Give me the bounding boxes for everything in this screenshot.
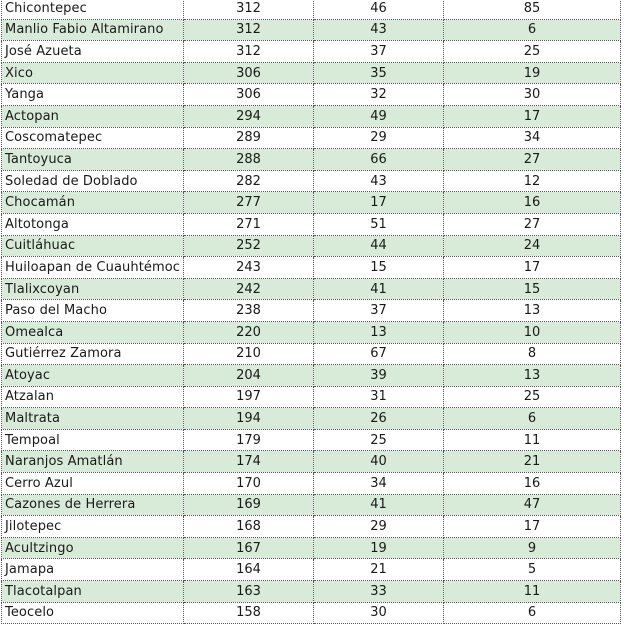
value-cell-3: 30 <box>444 84 621 106</box>
value-cell-2: 66 <box>314 149 444 171</box>
value-cell-2: 29 <box>314 516 444 538</box>
value-cell-2: 29 <box>314 127 444 149</box>
value-cell-3: 24 <box>444 235 621 257</box>
table-row <box>2 581 621 603</box>
municipality-cell: Teocelo <box>2 602 184 624</box>
table-row <box>2 602 621 624</box>
value-cell-2: 17 <box>314 192 444 214</box>
municipality-cell: Cazones de Herrera <box>2 494 184 516</box>
table-row <box>2 386 621 408</box>
municipality-cell: Omealca <box>2 321 184 343</box>
value-cell-2: 25 <box>314 429 444 451</box>
value-cell-1: 167 <box>184 537 314 559</box>
value-cell-2: 21 <box>314 559 444 581</box>
value-cell-1: 294 <box>184 105 314 127</box>
value-cell-1: 312 <box>184 19 314 41</box>
table-row <box>2 278 621 300</box>
value-cell-1: 164 <box>184 559 314 581</box>
value-cell-3: 16 <box>444 473 621 495</box>
table-row <box>2 300 621 322</box>
value-cell-1: 194 <box>184 408 314 430</box>
value-cell-1: 289 <box>184 127 314 149</box>
value-cell-1: 210 <box>184 343 314 365</box>
table-row <box>2 19 621 41</box>
value-cell-3: 9 <box>444 537 621 559</box>
value-cell-2: 15 <box>314 257 444 279</box>
value-cell-2: 41 <box>314 494 444 516</box>
value-cell-1: 312 <box>184 41 314 63</box>
table-row <box>2 451 621 473</box>
value-cell-3: 6 <box>444 408 621 430</box>
value-cell-2: 30 <box>314 602 444 624</box>
value-cell-2: 43 <box>314 170 444 192</box>
municipality-cell: Atoyac <box>2 365 184 387</box>
value-cell-1: 243 <box>184 257 314 279</box>
table-row <box>2 494 621 516</box>
table-row <box>2 170 621 192</box>
municipality-cell: Gutiérrez Zamora <box>2 343 184 365</box>
value-cell-3: 25 <box>444 41 621 63</box>
value-cell-2: 34 <box>314 473 444 495</box>
value-cell-1: 168 <box>184 516 314 538</box>
municipality-cell: Atzalan <box>2 386 184 408</box>
value-cell-3: 8 <box>444 343 621 365</box>
municipality-cell: Yanga <box>2 84 184 106</box>
value-cell-3: 5 <box>444 559 621 581</box>
municipality-table <box>1 0 621 624</box>
table-row <box>2 62 621 84</box>
value-cell-3: 10 <box>444 321 621 343</box>
value-cell-3: 17 <box>444 257 621 279</box>
value-cell-3: 19 <box>444 62 621 84</box>
value-cell-3: 21 <box>444 451 621 473</box>
table-row <box>2 105 621 127</box>
municipality-cell: Soledad de Doblado <box>2 170 184 192</box>
table-row <box>2 343 621 365</box>
value-cell-3: 6 <box>444 19 621 41</box>
municipality-cell: Tempoal <box>2 429 184 451</box>
municipality-cell: Naranjos Amatlán <box>2 451 184 473</box>
table-row <box>2 365 621 387</box>
value-cell-3: 27 <box>444 213 621 235</box>
table-body <box>2 0 621 624</box>
value-cell-3: 85 <box>444 0 621 19</box>
value-cell-2: 40 <box>314 451 444 473</box>
value-cell-1: 312 <box>184 0 314 19</box>
municipality-cell: Maltrata <box>2 408 184 430</box>
table-row <box>2 559 621 581</box>
table-row <box>2 408 621 430</box>
value-cell-2: 37 <box>314 300 444 322</box>
value-cell-1: 174 <box>184 451 314 473</box>
value-cell-2: 13 <box>314 321 444 343</box>
value-cell-1: 242 <box>184 278 314 300</box>
table-row <box>2 127 621 149</box>
table-row <box>2 213 621 235</box>
municipality-cell: Chicontepec <box>2 0 184 19</box>
value-cell-3: 16 <box>444 192 621 214</box>
value-cell-2: 49 <box>314 105 444 127</box>
value-cell-3: 25 <box>444 386 621 408</box>
value-cell-1: 197 <box>184 386 314 408</box>
value-cell-2: 33 <box>314 581 444 603</box>
municipality-cell: Chocamán <box>2 192 184 214</box>
municipality-cell: Actopan <box>2 105 184 127</box>
municipality-cell: Huiloapan de Cuauhtémoc <box>2 257 184 279</box>
value-cell-2: 41 <box>314 278 444 300</box>
table-row <box>2 473 621 495</box>
municipality-cell: Jamapa <box>2 559 184 581</box>
value-cell-3: 13 <box>444 300 621 322</box>
municipality-cell: José Azueta <box>2 41 184 63</box>
value-cell-1: 179 <box>184 429 314 451</box>
table-row <box>2 235 621 257</box>
municipality-cell: Tantoyuca <box>2 149 184 171</box>
value-cell-1: 238 <box>184 300 314 322</box>
value-cell-2: 39 <box>314 365 444 387</box>
table-row <box>2 192 621 214</box>
municipality-cell: Xico <box>2 62 184 84</box>
value-cell-3: 17 <box>444 516 621 538</box>
value-cell-1: 306 <box>184 84 314 106</box>
table-row <box>2 429 621 451</box>
table-row <box>2 516 621 538</box>
table-row <box>2 41 621 63</box>
table-row <box>2 0 621 19</box>
table-row <box>2 84 621 106</box>
value-cell-1: 271 <box>184 213 314 235</box>
value-cell-2: 19 <box>314 537 444 559</box>
value-cell-1: 306 <box>184 62 314 84</box>
value-cell-1: 252 <box>184 235 314 257</box>
value-cell-1: 204 <box>184 365 314 387</box>
value-cell-2: 37 <box>314 41 444 63</box>
value-cell-2: 32 <box>314 84 444 106</box>
municipality-cell: Jilotepec <box>2 516 184 538</box>
value-cell-1: 158 <box>184 602 314 624</box>
value-cell-1: 282 <box>184 170 314 192</box>
value-cell-3: 13 <box>444 365 621 387</box>
municipality-cell: Manlio Fabio Altamirano <box>2 19 184 41</box>
value-cell-3: 27 <box>444 149 621 171</box>
value-cell-2: 31 <box>314 386 444 408</box>
value-cell-1: 277 <box>184 192 314 214</box>
value-cell-1: 163 <box>184 581 314 603</box>
table-row <box>2 149 621 171</box>
municipality-cell: Acultzingo <box>2 537 184 559</box>
value-cell-2: 35 <box>314 62 444 84</box>
municipality-cell: Altotonga <box>2 213 184 235</box>
value-cell-3: 12 <box>444 170 621 192</box>
value-cell-1: 288 <box>184 149 314 171</box>
value-cell-3: 17 <box>444 105 621 127</box>
municipality-cell: Tlacotalpan <box>2 581 184 603</box>
municipality-cell: Tlalixcoyan <box>2 278 184 300</box>
table-row <box>2 321 621 343</box>
value-cell-1: 170 <box>184 473 314 495</box>
municipality-cell: Coscomatepec <box>2 127 184 149</box>
municipality-cell: Paso del Macho <box>2 300 184 322</box>
municipality-cell: Cuitláhuac <box>2 235 184 257</box>
value-cell-3: 15 <box>444 278 621 300</box>
value-cell-3: 34 <box>444 127 621 149</box>
table-row <box>2 537 621 559</box>
municipality-cell: Cerro Azul <box>2 473 184 495</box>
value-cell-3: 11 <box>444 581 621 603</box>
value-cell-3: 6 <box>444 602 621 624</box>
table-row <box>2 257 621 279</box>
value-cell-2: 51 <box>314 213 444 235</box>
value-cell-2: 44 <box>314 235 444 257</box>
value-cell-2: 43 <box>314 19 444 41</box>
value-cell-2: 26 <box>314 408 444 430</box>
value-cell-3: 11 <box>444 429 621 451</box>
value-cell-2: 67 <box>314 343 444 365</box>
value-cell-3: 47 <box>444 494 621 516</box>
value-cell-1: 220 <box>184 321 314 343</box>
value-cell-2: 46 <box>314 0 444 19</box>
value-cell-1: 169 <box>184 494 314 516</box>
